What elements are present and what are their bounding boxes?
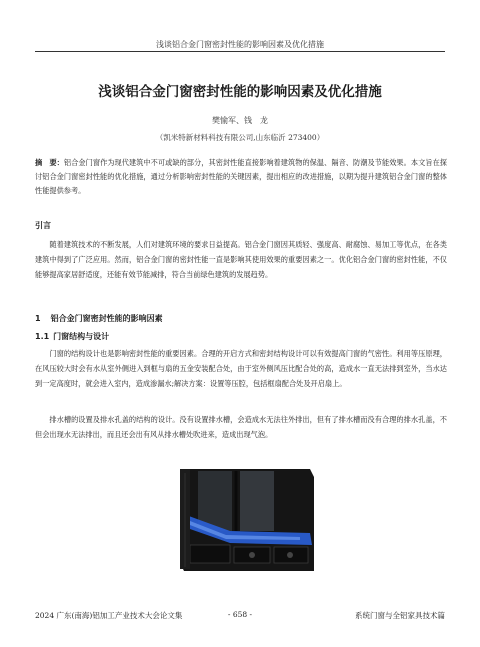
authors: 樊愉军、钱 龙 [212, 116, 268, 125]
footer-section: 系统门窗与全铝家具技术篇 [355, 611, 445, 620]
drainage-paragraph: 排水槽的设置及排水孔盖的结构的设计。没有设置排水槽，会造成水无法往外排出，但有了排水槽而没有合理的排水孔盖，不但会出现水无法排出，而且还会出有风从排水槽处吹进来，造成出现气泡。 [35, 415, 447, 439]
footer-page-number: - 658 - [227, 610, 253, 619]
section-1-1-number: 1.1 [35, 332, 50, 341]
intro-paragraph: 随着建筑技术的不断发展，人们对建筑环境的要求日益提高。铝合金门窗因其质轻、强度高、耐腐蚀、易加工等优点，在各类建筑中得到了广泛应用。然而，铝合金门窗的密封性能一直是影响其使用效果的重要因素之一。优化铝合金门窗的密封性能，不仅能够提高家居舒适度，还能有效节能减排，符合当前绿色建筑的发展趋势。 [35, 240, 447, 279]
affiliation: （凯米特新材料科技有限公司,山东临沂 273400） [155, 133, 325, 142]
glass-pane-right [240, 471, 274, 531]
abstract-label: 摘 要： [35, 158, 64, 167]
abstract-text: 铝合金门窗作为现代建筑中不可或缺的部分，其密封性能直接影响着建筑物的保温、隔音、防潮及节能效果。本文旨在探讨铝合金门窗密封性能的优化措施，通过分析影响密封性能的关键因素，提出相应的改进措施，以期为提升建筑铝合金门窗的整体性能提供参考。 [35, 158, 447, 195]
running-header: 浅谈铝合金门窗密封性能的影响因素及优化措施 [156, 40, 324, 49]
header-rule [35, 51, 445, 52]
footer-proceedings: 2024 广东(南海)铝加工产业技术大会论文集 [35, 611, 183, 620]
section-1-number: 1 [35, 314, 41, 323]
intro-heading: 引言 [35, 221, 51, 230]
abstract [35, 156, 447, 198]
window-profile-figure [160, 463, 320, 583]
section-1-heading [35, 313, 163, 324]
section-1-title: 铝合金门窗密封性能的影响因素 [50, 314, 163, 323]
structure-paragraph: 门窗的结构设计也是影响密封性能的重要因素。合理的开启方式和密封结构设计可以有效提高门窗的气密性。利用等压原理，在风压较大时会有水从室外侧进入到框与扇的五金安装配合处，由于室外侧风压比配合处的高，造成水一直无法排到室外，当水达到一定高度时，就会进入室内，造成渗漏水;解决方案：设置等压腔，包括框扇配合处及开启扇上。 [35, 349, 447, 388]
section-1-1-heading [35, 331, 109, 342]
section-1-1-title: 门窗结构与设计 [53, 332, 110, 341]
paper-title: 浅谈铝合金门窗密封性能的影响因素及优化措施 [98, 84, 382, 100]
